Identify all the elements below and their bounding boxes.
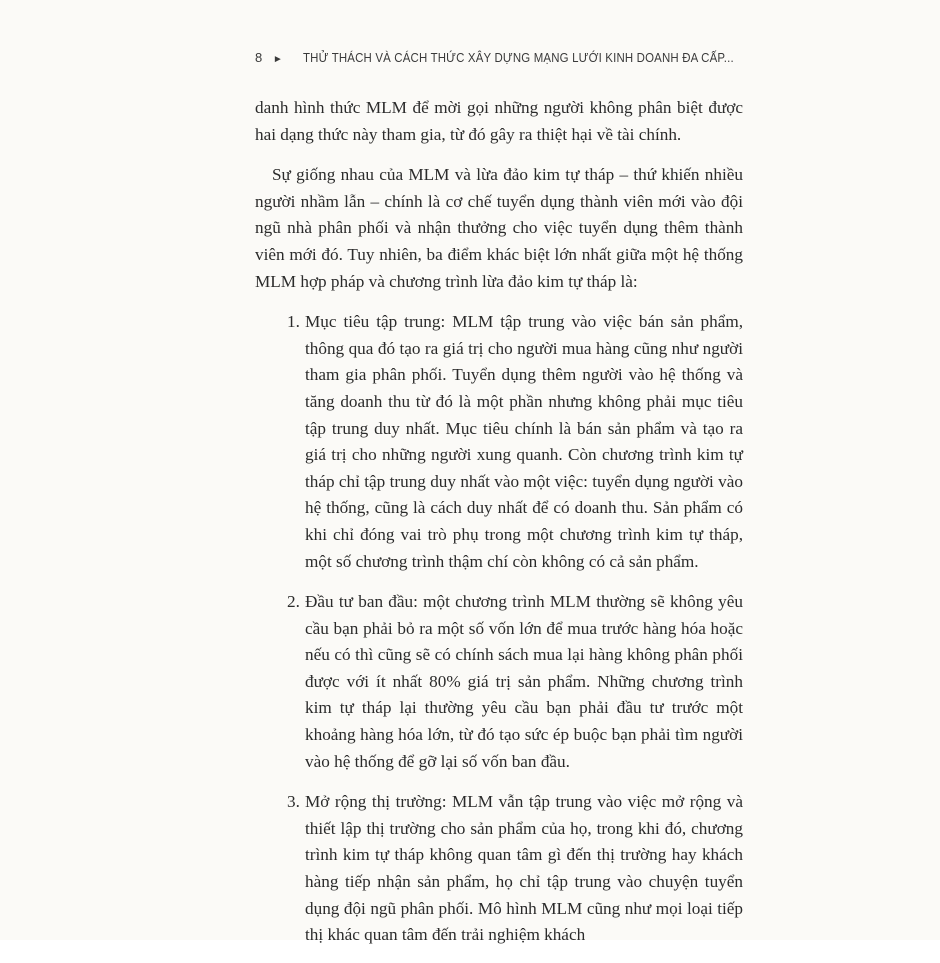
list-item-text: Đầu tư ban đầu: một chương trình MLM thường sẽ không yêu cầu bạn phải bỏ ra một số vốn lớn để mua trước hàng hóa hoặc nếu có thì cũng sẽ có chính sách mua lại hàng không phân phối được với ít nhất 80% giá trị sản phẩm. Những chương trình kim tự tháp lại thường yêu cầu bạn phải đầu tư trước một khoảng hàng hóa lớn, từ đó tạo sức ép buộc bạn phải tìm người vào hệ thống để gỡ lại số vốn ban đầu. [305, 592, 743, 771]
page-number: 8 [255, 50, 263, 65]
paragraph: danh hình thức MLM để mời gọi những người không phân biệt được hai dạng thức này tham gia, từ đó gây ra thiệt hại về tài chính. [255, 98, 743, 144]
arrow-icon: ► [272, 54, 283, 65]
list-item-text: Mở rộng thị trường: MLM vẫn tập trung vào việc mở rộng và thiết lập thị trường cho sản phẩm của họ, trong khi đó, chương trình kim tự tháp không quan tâm gì đến thị trường hay khách hàng tiếp nhận sản phẩm, họ chỉ tập trung vào chuyện tuyển dụng đội ngũ phân phối. Mô hình MLM cũng như mọi loại tiếp thị khác quan tâm đến trải nghiệm khách [305, 792, 743, 945]
list-item [255, 789, 743, 949]
chapter-title: THỬ THÁCH VÀ CÁCH THỨC XÂY DỰNG MẠNG LƯỚI KINH DOANH ĐA CẤP... [302, 50, 734, 65]
list-item [255, 589, 743, 775]
running-header [255, 50, 755, 72]
paragraph: Sự giống nhau của MLM và lừa đảo kim tự tháp – thứ khiến nhiều người nhầm lẫn – chính là cơ chế tuyển dụng thành viên mới vào đội ngũ nhà phân phối và nhận thưởng cho việc tuyển dụng thêm thành viên mới đó. Tuy nhiên, ba điểm khác biệt lớn nhất giữa một hệ thống MLM hợp pháp và chương trình lừa đảo kim tự tháp là: [255, 165, 743, 291]
numbered-list [255, 309, 743, 949]
list-item-text: Mục tiêu tập trung: MLM tập trung vào việc bán sản phẩm, thông qua đó tạo ra giá trị cho người mua hàng cũng như người tham gia phân phối. Tuyển dụng thêm người vào hệ thống và tăng doanh thu từ đó là một phần nhưng không phải mục tiêu tập trung duy nhất. Mục tiêu chính là bán sản phẩm và tạo ra giá trị cho những người xung quanh. Còn chương trình kim tự tháp chỉ tập trung duy nhất vào một việc: tuyển dụng người vào hệ thống, cũng là cách duy nhất để có doanh thu. Sản phẩm có khi chỉ đóng vai trò phụ trong một chương trình kim tự tháp, một số chương trình thậm chí còn không có cả sản phẩm. [305, 312, 743, 571]
list-number: 3. [287, 792, 300, 812]
list-item [255, 309, 743, 575]
list-number: 1. [287, 312, 300, 332]
page-body [255, 95, 743, 963]
list-number: 2. [287, 592, 300, 612]
